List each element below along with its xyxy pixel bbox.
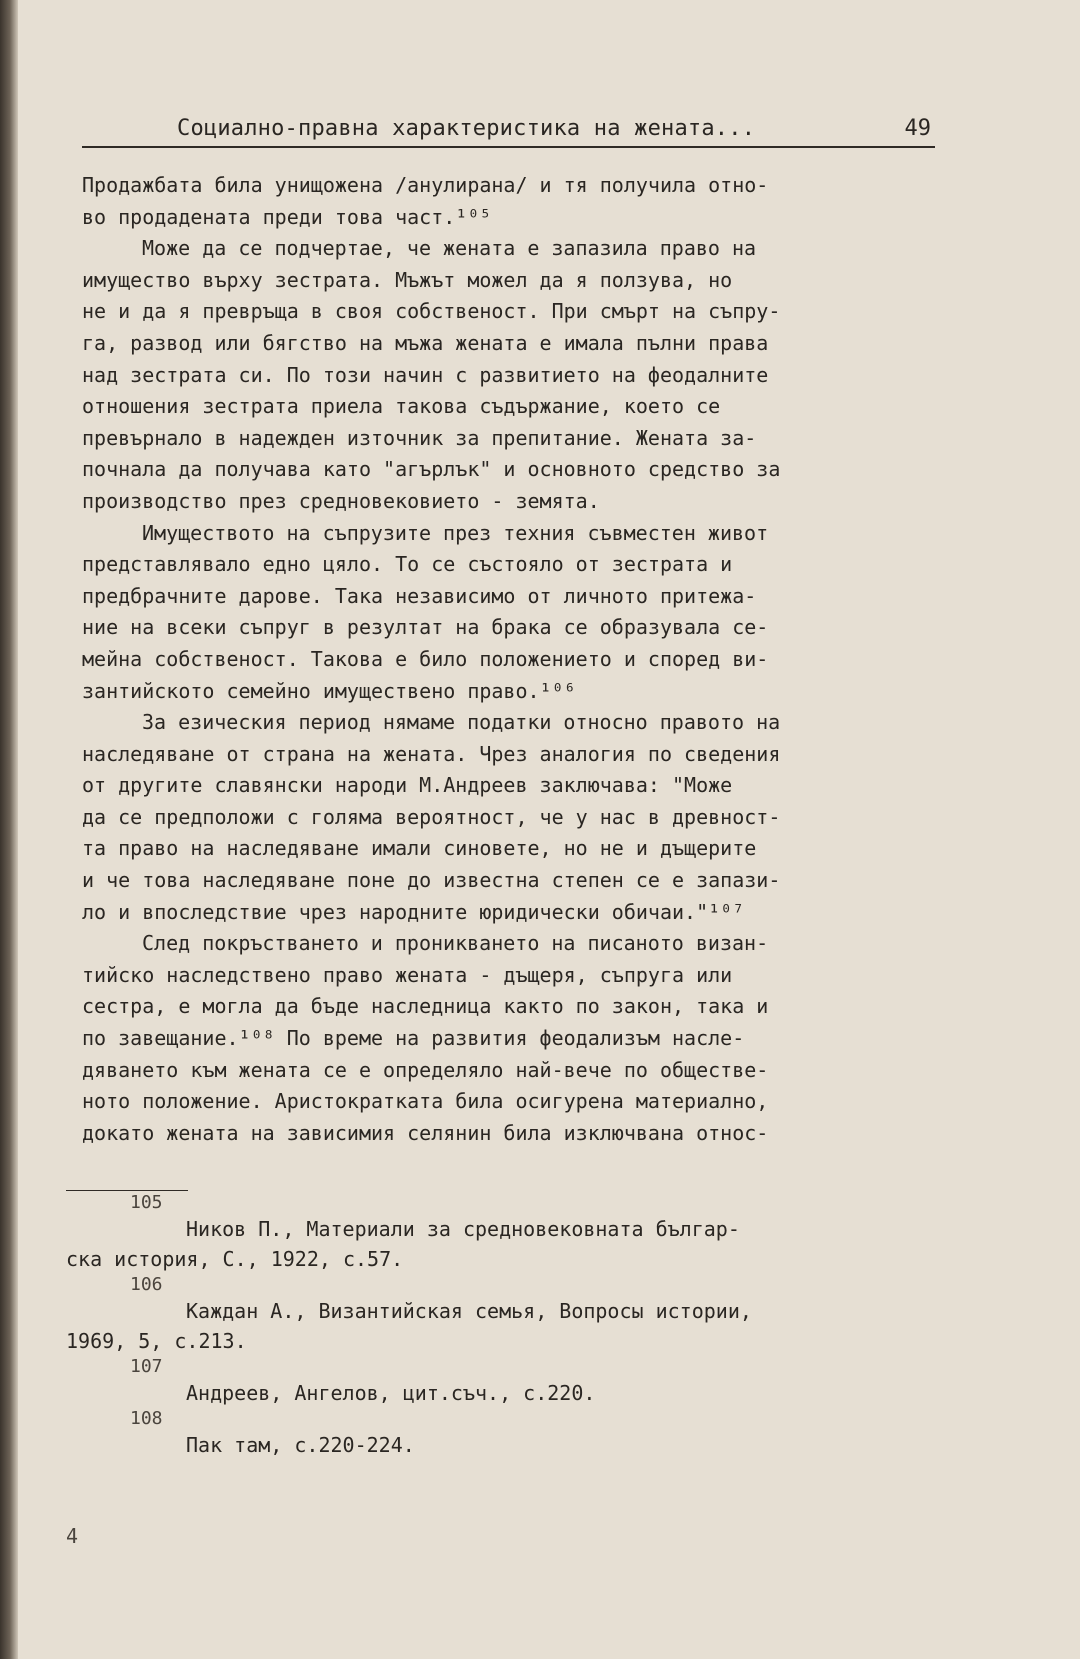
text-line: имущество върху зестрата. Мъжът можел да я ползува, но: [82, 267, 733, 292]
footnote-separator: [66, 1190, 188, 1191]
running-title: Социално-правна характеристика на жената...: [177, 116, 756, 141]
text-line: ното положение. Аристократката била осигурена материално,: [82, 1089, 769, 1114]
footnote-text: Каждан А., Византийская семья, Вопросы истории,: [186, 1299, 752, 1323]
text-line: от другите славянски народи М.Андреев заключава: "Може: [82, 773, 733, 798]
text-line: ние на всеки съпруг в резултат на брака се образувала се-: [82, 615, 769, 640]
footnotes: [66, 1192, 946, 1460]
text-line: Имуществото на съпрузите през техния съвместен живот: [142, 520, 769, 545]
page-header: [82, 112, 935, 148]
text-line: представлявало едно цяло. То се състояло от зестрата и: [82, 552, 733, 577]
text-line: почнала да получава като "агърлък" и основното средство за: [82, 457, 781, 482]
footnote-text: 1969, 5, с.213.: [66, 1329, 247, 1353]
text-line: отношения зестрата приела такова съдържание, което се: [82, 394, 721, 419]
text-line: и че това наследяване поне до известна степен се е запази-: [82, 868, 781, 893]
text-line: зантийското семейно имуществено право.¹⁰⁶: [82, 678, 576, 703]
text-line: След покръстването и проникването на писаното визан-: [142, 931, 769, 956]
text-line: да се предположи с голяма вероятност, че у нас в древност-: [82, 804, 781, 829]
footnote-number: 106: [130, 1274, 163, 1295]
text-line: тийско наследствено право жената - дъщеря, съпруга или: [82, 962, 733, 987]
text-line: сестра, е могла да бъде наследница както по закон, така и: [82, 994, 769, 1019]
book-binding-edge: [0, 0, 18, 1659]
text-line: Продажбата била унищожена /анулирана/ и тя получила отно-: [82, 173, 769, 197]
text-line: та право на наследяване имали синовете, но не и дъщерите: [82, 836, 757, 861]
corner-mark: 4: [66, 1524, 79, 1548]
footnote-text: ска история, С., 1922, с.57.: [66, 1247, 404, 1271]
footnote-text: Пак там, с.220-224.: [186, 1433, 415, 1457]
text-line: над зестрата си. По този начин с развитието на феодалните: [82, 362, 769, 387]
text-line: во продадената преди това част.¹⁰⁵: [82, 204, 492, 229]
footnote-number: 105: [130, 1192, 163, 1213]
text-line: докато жената на зависимия селянин била изключвана относ-: [82, 1120, 769, 1145]
footnote-number: 108: [130, 1408, 163, 1429]
page-number: 49: [904, 116, 931, 141]
text-line: производство през средновековието - земята.: [82, 488, 600, 513]
text-line: мейна собственост. Такова е било положението и според ви-: [82, 646, 769, 671]
text-line: ло и впоследствие чрез народните юридически обичаи."¹⁰⁷: [82, 899, 745, 924]
text-line: предбрачните дарове. Така независимо от личното притежа-: [82, 583, 757, 608]
text-line: За езическия период нямаме податки относно правото на: [142, 710, 781, 735]
text-line: превърнало в надежден източник за препитание. Жената за-: [82, 425, 757, 450]
footnote-text: Андреев, Ангелов, цит.съч., с.220.: [186, 1381, 596, 1405]
text-line: не и да я превръща в своя собственост. При смърт на съпру-: [82, 299, 781, 324]
text-line: дяването към жената се е определяло най-вече по обществе-: [82, 1057, 769, 1082]
text-line: наследяване от страна на жената. Чрез аналогия по сведения: [82, 741, 781, 766]
footnote-number: 107: [130, 1356, 163, 1377]
text-line: по завещание.¹⁰⁸ По време на развития феодализъм насле-: [82, 1026, 745, 1051]
body-text: [82, 170, 937, 1149]
text-line: га, развод или бягство на мъжа жената е имала пълни права: [82, 330, 769, 355]
footnote-text: Ников П., Материали за средновековната българ-: [186, 1217, 740, 1241]
text-line: Може да се подчертае, че жената е запазила право на: [142, 236, 757, 261]
